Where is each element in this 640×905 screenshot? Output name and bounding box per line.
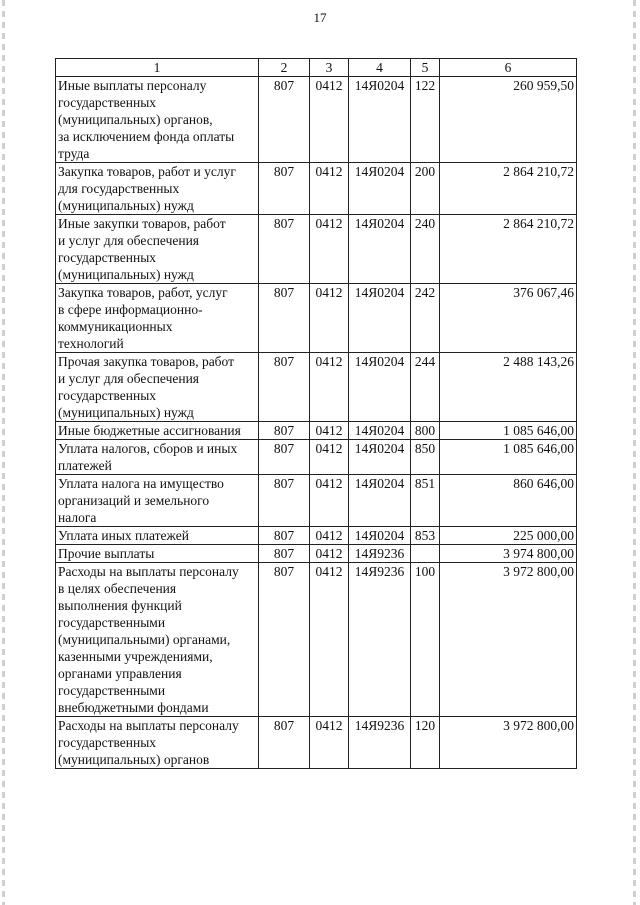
- row-target-code: 14Я0204: [349, 284, 411, 353]
- row-name-line: труда: [58, 146, 90, 161]
- row-name-line: Иные бюджетные ассигнования: [58, 423, 241, 438]
- table-row: [56, 163, 577, 215]
- row-amount: 1 085 646,00: [440, 440, 577, 475]
- column-header: 1: [56, 59, 259, 77]
- row-expense-type: 100: [411, 563, 440, 717]
- scan-edge-left: [2, 0, 5, 905]
- row-expense-type: 800: [411, 422, 440, 440]
- row-amount: 3 974 800,00: [440, 545, 577, 563]
- row-amount: 2 864 210,72: [440, 163, 577, 215]
- row-name-line: (муниципальных) нужд: [58, 405, 194, 420]
- row-name: [56, 284, 259, 353]
- row-name: [56, 422, 259, 440]
- row-name-line: государственных: [58, 388, 157, 403]
- row-name-line: внебюджетными фондами: [58, 700, 209, 715]
- table-row: [56, 284, 577, 353]
- row-name-line: Закупка товаров, работ и услуг: [58, 164, 236, 179]
- row-grbs-code: 807: [259, 215, 310, 284]
- table-row: [56, 545, 577, 563]
- row-name-line: (муниципальных) нужд: [58, 198, 194, 213]
- row-grbs-code: 807: [259, 475, 310, 527]
- row-name-line: и услуг для обеспечения: [58, 233, 200, 248]
- row-grbs-code: 807: [259, 77, 310, 163]
- row-name: [56, 163, 259, 215]
- row-section-code: 0412: [310, 563, 349, 717]
- row-name-line: в сфере информационно-: [58, 302, 203, 317]
- row-grbs-code: 807: [259, 563, 310, 717]
- row-grbs-code: 807: [259, 284, 310, 353]
- row-section-code: 0412: [310, 422, 349, 440]
- row-name-line: организаций и земельного: [58, 493, 210, 508]
- row-name-line: (муниципальных) органов: [58, 752, 210, 767]
- row-target-code: 14Я0204: [349, 353, 411, 422]
- row-name-line: Уплата налога на имущество: [58, 476, 224, 491]
- row-section-code: 0412: [310, 545, 349, 563]
- row-name-line: для государственных: [58, 181, 180, 196]
- row-name-line: в целях обеспечения: [58, 581, 177, 596]
- row-name-line: Уплата налогов, сборов и иных: [58, 441, 238, 456]
- row-amount: 260 959,50: [440, 77, 577, 163]
- row-section-code: 0412: [310, 215, 349, 284]
- row-grbs-code: 807: [259, 440, 310, 475]
- row-name-line: органами управления: [58, 666, 182, 681]
- row-amount: 376 067,46: [440, 284, 577, 353]
- row-name-line: Иные выплаты персоналу: [58, 78, 207, 93]
- row-name-line: Прочая закупка товаров, работ: [58, 354, 235, 369]
- row-name-line: за исключением фонда оплаты: [58, 129, 235, 144]
- row-name-line: Закупка товаров, работ, услуг: [58, 285, 228, 300]
- row-grbs-code: 807: [259, 163, 310, 215]
- row-target-code: 14Я0204: [349, 440, 411, 475]
- row-expense-type: 200: [411, 163, 440, 215]
- row-name: [56, 215, 259, 284]
- row-section-code: 0412: [310, 475, 349, 527]
- row-name: [56, 475, 259, 527]
- row-name: [56, 440, 259, 475]
- row-section-code: 0412: [310, 284, 349, 353]
- row-name-line: Уплата иных платежей: [58, 528, 189, 543]
- row-name-line: Прочие выплаты: [58, 546, 155, 561]
- row-expense-type: 122: [411, 77, 440, 163]
- table-row: [56, 563, 577, 717]
- row-name-line: платежей: [58, 458, 112, 473]
- page-number: 17: [313, 10, 327, 25]
- row-name-line: (муниципальных) органов,: [58, 112, 213, 127]
- row-section-code: 0412: [310, 527, 349, 545]
- row-target-code: 14Я0204: [349, 527, 411, 545]
- row-name-line: (муниципальных) нужд: [58, 267, 194, 282]
- row-expense-type: 120: [411, 717, 440, 769]
- row-name-line: государственных: [58, 95, 157, 110]
- table-row: [56, 353, 577, 422]
- row-name-line: и услуг для обеспечения: [58, 371, 200, 386]
- row-name-line: выполнения функций: [58, 598, 182, 613]
- row-target-code: 14Я0204: [349, 475, 411, 527]
- row-target-code: 14Я9236: [349, 563, 411, 717]
- row-target-code: 14Я0204: [349, 77, 411, 163]
- row-grbs-code: 807: [259, 353, 310, 422]
- table-header: [56, 59, 577, 77]
- row-target-code: 14Я0204: [349, 163, 411, 215]
- budget-table: [55, 58, 577, 769]
- row-name: [56, 353, 259, 422]
- row-name-line: коммуникационных: [58, 319, 173, 334]
- row-section-code: 0412: [310, 77, 349, 163]
- row-section-code: 0412: [310, 440, 349, 475]
- row-expense-type: 242: [411, 284, 440, 353]
- row-name-line: технологий: [58, 336, 124, 351]
- row-name-line: казенными учреждениями,: [58, 649, 213, 664]
- row-section-code: 0412: [310, 717, 349, 769]
- table-body: [56, 77, 577, 769]
- column-header: 3: [310, 59, 349, 77]
- row-name: [56, 717, 259, 769]
- row-amount: 3 972 800,00: [440, 563, 577, 717]
- row-name: [56, 545, 259, 563]
- row-amount: 1 085 646,00: [440, 422, 577, 440]
- column-header: 2: [259, 59, 310, 77]
- scan-edge-right: [633, 0, 636, 905]
- row-target-code: 14Я0204: [349, 215, 411, 284]
- row-name-line: налога: [58, 510, 97, 525]
- header-row: [56, 59, 577, 77]
- row-amount: 225 000,00: [440, 527, 577, 545]
- row-amount: 2 864 210,72: [440, 215, 577, 284]
- row-name-line: государственных: [58, 250, 157, 265]
- table-row: [56, 215, 577, 284]
- row-target-code: 14Я9236: [349, 545, 411, 563]
- column-header: 5: [411, 59, 440, 77]
- row-section-code: 0412: [310, 163, 349, 215]
- row-name: [56, 527, 259, 545]
- row-name-line: Расходы на выплаты персоналу: [58, 718, 239, 733]
- row-section-code: 0412: [310, 353, 349, 422]
- row-name-line: (муниципальными) органами,: [58, 632, 231, 647]
- row-name-line: Расходы на выплаты персоналу: [58, 564, 239, 579]
- row-name: [56, 77, 259, 163]
- table-row: [56, 422, 577, 440]
- row-expense-type: 240: [411, 215, 440, 284]
- row-name: [56, 563, 259, 717]
- row-name-line: Иные закупки товаров, работ: [58, 216, 226, 231]
- table-row: [56, 475, 577, 527]
- row-amount: 2 488 143,26: [440, 353, 577, 422]
- row-grbs-code: 807: [259, 422, 310, 440]
- column-header: 4: [349, 59, 411, 77]
- row-amount: 860 646,00: [440, 475, 577, 527]
- row-name-line: государственных: [58, 735, 157, 750]
- row-name-line: государственными: [58, 615, 166, 630]
- table-row: [56, 527, 577, 545]
- table-row: [56, 440, 577, 475]
- row-expense-type: 244: [411, 353, 440, 422]
- row-expense-type: 851: [411, 475, 440, 527]
- row-expense-type: 850: [411, 440, 440, 475]
- row-expense-type: [411, 545, 440, 563]
- column-header: 6: [440, 59, 577, 77]
- row-target-code: 14Я0204: [349, 422, 411, 440]
- row-grbs-code: 807: [259, 717, 310, 769]
- table-row: [56, 77, 577, 163]
- row-amount: 3 972 800,00: [440, 717, 577, 769]
- row-name-line: государственными: [58, 683, 166, 698]
- table-row: [56, 717, 577, 769]
- row-grbs-code: 807: [259, 527, 310, 545]
- row-target-code: 14Я9236: [349, 717, 411, 769]
- row-expense-type: 853: [411, 527, 440, 545]
- row-grbs-code: 807: [259, 545, 310, 563]
